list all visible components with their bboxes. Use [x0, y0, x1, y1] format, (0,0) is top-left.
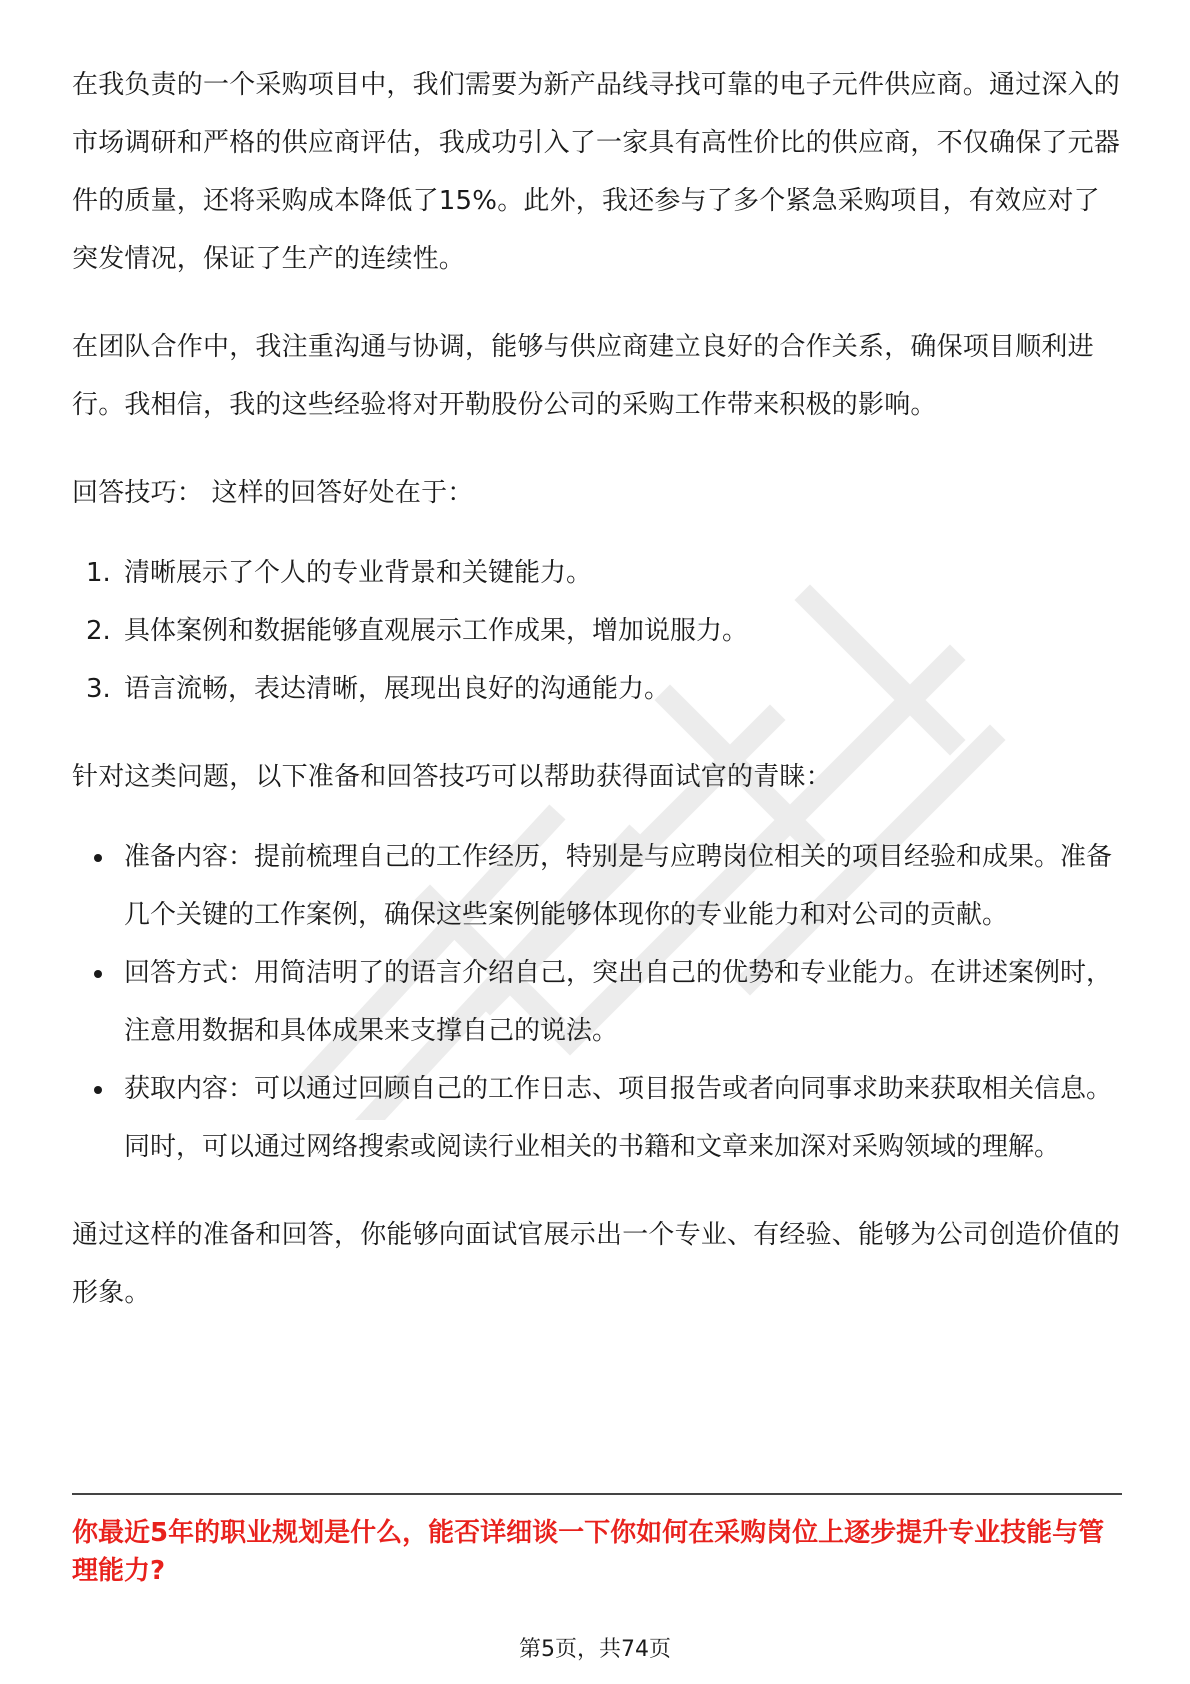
numbered-list: [72, 544, 1122, 718]
list-item: 1. 清晰展示了个人的专业背景和关键能力。: [86, 558, 593, 588]
section-divider: [72, 1493, 1122, 1495]
paragraph-prep-intro: 针对这类问题，以下准备和回答技巧可以帮助获得面试官的青睐：: [72, 762, 832, 792]
list-item: 3. 语言流畅，表达清晰，展现出良好的沟通能力。: [86, 674, 671, 704]
list-item: 2. 具体案例和数据能够直观展示工作成果，增加说服力。: [86, 616, 749, 646]
paragraph-teamwork: 在团队合作中，我注重沟通与协调，能够与供应商建立良好的合作关系，确保项目顺利进行。我相信，我的这些经验将对开勒股份公司的采购工作带来积极的影响。: [72, 332, 1094, 420]
list-item: 准备内容：提前梳理自己的工作经历，特别是与应聘岗位相关的项目经验和成果。准备几个关键的工作案例，确保这些案例能够体现你的专业能力和对公司的贡献。: [72, 828, 1122, 944]
page-number: 第5页，共74页: [519, 1637, 671, 1662]
paragraph-procurement-project: 在我负责的一个采购项目中，我们需要为新产品线寻找可靠的电子元件供应商。通过深入的市场调研和严格的供应商评估，我成功引入了一家具有高性价比的供应商，不仅确保了元器件的质量，还将采购成本降低了15%。此外，我还参与了多个紧急采购项目，有效应对了突发情况，保证了生产的连续性。: [72, 70, 1121, 274]
bullet-icon: [94, 970, 102, 978]
bullet-icon: [94, 1086, 102, 1094]
bullet-list: [72, 828, 1122, 1176]
paragraph-answer-tips: 回答技巧： 这样的回答好处在于：: [72, 478, 474, 508]
main-content: [72, 56, 1122, 1322]
bullet-icon: [94, 854, 102, 862]
list-item: 获取内容：可以通过回顾自己的工作日志、项目报告或者向同事求助来获取相关信息。同时，可以通过网络搜索或阅读行业相关的书籍和文章来加深对采购领域的理解。: [72, 1060, 1122, 1176]
paragraph-conclusion: 通过这样的准备和回答，你能够向面试官展示出一个专业、有经验、能够为公司创造价值的形象。: [72, 1220, 1121, 1308]
list-item: 回答方式：用简洁明了的语言介绍自己，突出自己的优势和专业能力。在讲述案例时，注意用数据和具体成果来支撑自己的说法。: [72, 944, 1122, 1060]
interview-question: 你最近5年的职业规划是什么，能否详细谈一下你如何在采购岗位上逐步提升专业技能与管理能力?: [72, 1518, 1105, 1586]
